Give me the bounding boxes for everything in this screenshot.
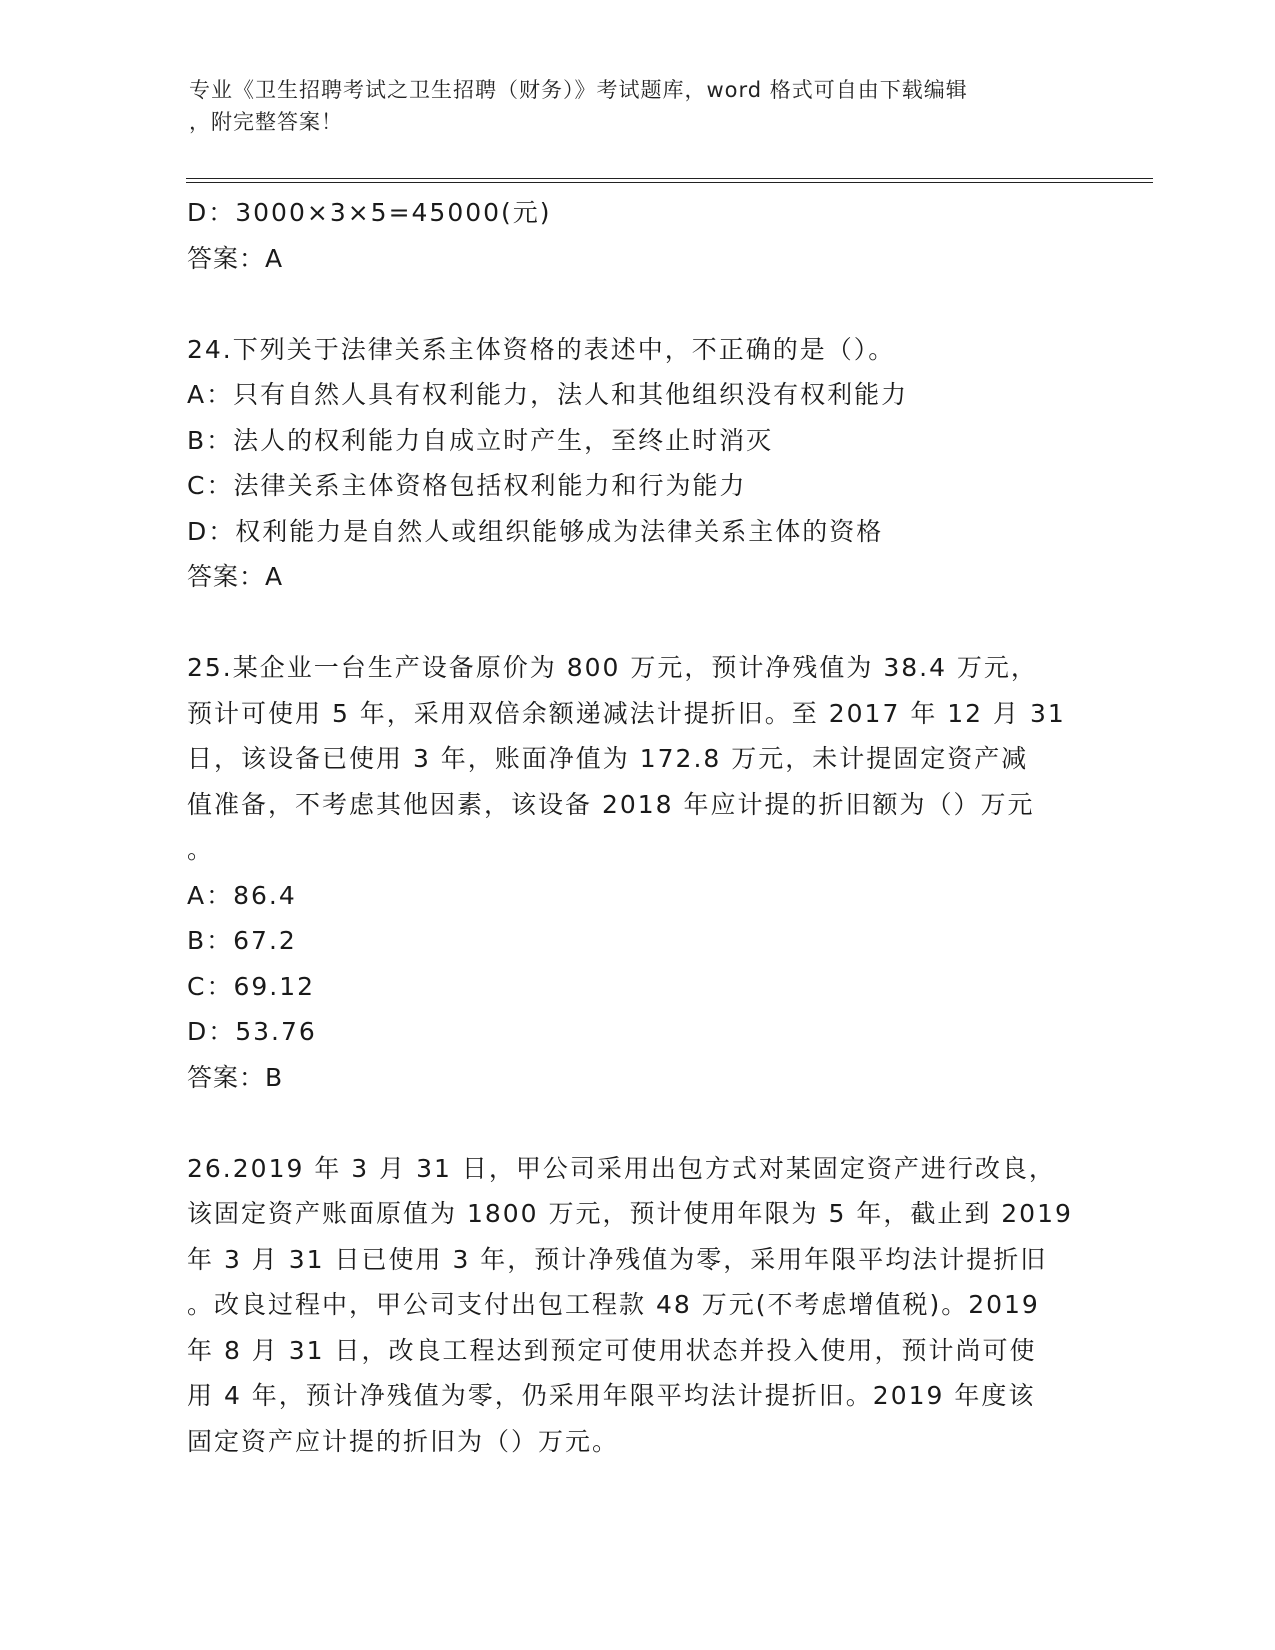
question-stem-line: 固定资产应计提的折旧为（）万元。 [187, 1426, 620, 1456]
header-divider [186, 178, 1153, 183]
option-d: D：权利能力是自然人或组织能够成为法律关系主体的资格 [187, 516, 884, 546]
question-stem-line: 年 8 月 31 日，改良工程达到预定可使用状态并投入使用，预计尚可使 [187, 1335, 1037, 1365]
option-c: C：法律关系主体资格包括权利能力和行为能力 [187, 471, 747, 500]
option-d: D：53.76 [187, 1017, 317, 1046]
answer: 答案：B [187, 1062, 284, 1092]
answer: 答案：A [187, 243, 284, 273]
question-26 [187, 1146, 1087, 1465]
document-body [187, 190, 1087, 1464]
question-stem-line: 。改良过程中，甲公司支付出包工程款 48 万元(不考虑增值税)。2019 [187, 1290, 1040, 1319]
spacer [187, 1100, 1087, 1146]
header-line-2: ，附完整答案！ [189, 110, 343, 134]
spacer [187, 281, 1087, 327]
previous-question-tail [187, 190, 1087, 281]
answer: 答案：A [187, 562, 284, 591]
question-stem-line: 预计可使用 5 年，采用双倍余额递减法计提折旧。至 2017 年 12 月 31 [187, 698, 1066, 728]
spacer [187, 600, 1087, 646]
option-d: D：3000×3×5=45000(元) [187, 198, 552, 227]
option-b: B：67.2 [187, 926, 297, 955]
question-stem-line: 值准备，不考虑其他因素，该设备 2018 年应计提的折旧额为（）万元 [187, 789, 1035, 819]
question-24 [187, 327, 1087, 600]
option-c: C：69.12 [187, 971, 316, 1001]
question-stem: 24.下列关于法律关系主体资格的表述中，不正确的是（）。 [187, 334, 896, 364]
option-a: A：86.4 [187, 880, 297, 910]
option-b: B：法人的权利能力自成立时产生，至终止时消灭 [187, 425, 774, 455]
question-stem-line: 年 3 月 31 日已使用 3 年，预计净残值为零，采用年限平均法计提折旧 [187, 1244, 1048, 1274]
option-a: A：只有自然人具有权利能力，法人和其他组织没有权利能力 [187, 380, 909, 409]
question-stem-line: 。 [187, 835, 215, 864]
header-line-1: 专业《卫生招聘考试之卫生招聘（财务）》考试题库，word 格式可自由下载编辑 [189, 78, 968, 102]
question-stem-line: 日，该设备已使用 3 年，账面净值为 172.8 万元，未计提固定资产减 [187, 744, 1029, 773]
question-25 [187, 645, 1087, 1100]
question-stem-line: 该固定资产账面原值为 1800 万元，预计使用年限为 5 年，截止到 2019 [187, 1199, 1073, 1228]
page-header [189, 74, 1089, 138]
question-stem-line: 用 4 年，预计净残值为零，仍采用年限平均法计提折旧。2019 年度该 [187, 1381, 1036, 1410]
question-stem-line: 25.某企业一台生产设备原价为 800 万元，预计净残值为 38.4 万元， [187, 653, 1038, 682]
question-stem-line: 26.2019 年 3 月 31 日，甲公司采用出包方式对某固定资产进行改良， [187, 1153, 1056, 1183]
